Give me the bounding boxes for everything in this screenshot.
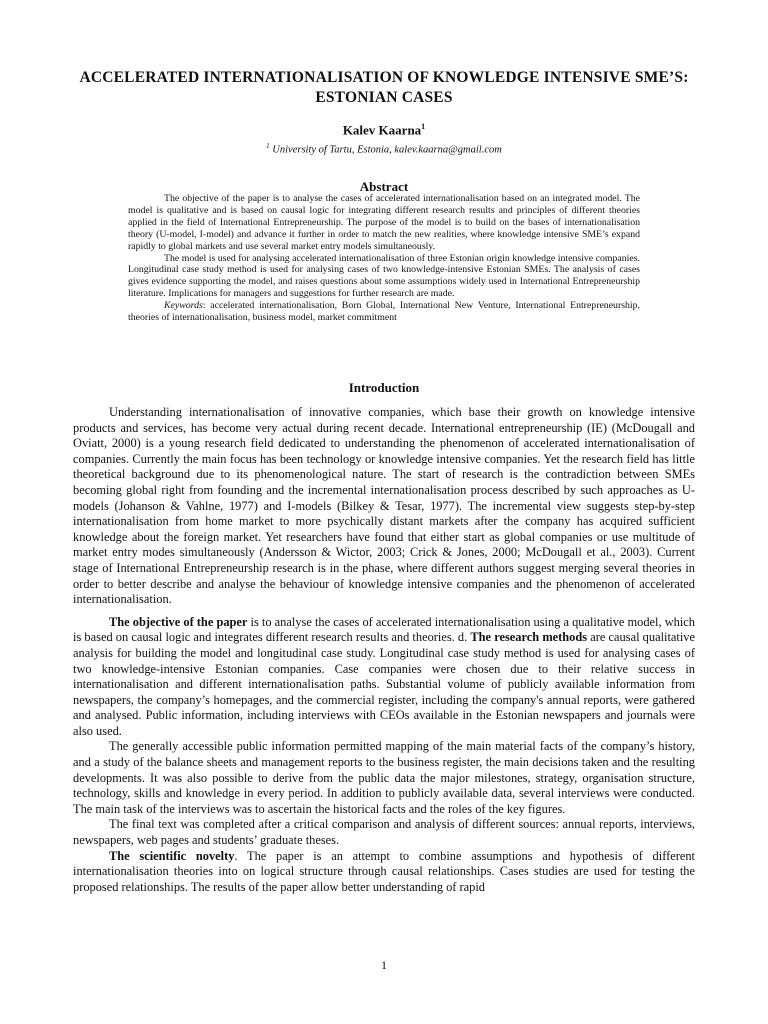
keywords-label: Keywords: [164, 300, 203, 312]
keywords-paragraph: [128, 300, 640, 324]
methods-lead: The research methods: [470, 630, 588, 645]
affiliation-superscript: 1: [266, 142, 270, 150]
author-affiliation: [60, 142, 708, 156]
public-info-paragraph: The generally accessible public information permitted mapping of the main material facts of the company’s history, and a study of the balance sheets and management reports to the business register, the main decisions taken and the resulting developments. It was also possible to derive from the public data the major milestones, strategy, organisation structure, technology, skills and knowledge in every period. In addition to publicly available data, several interviews were conducted. The main task of the interviews was to ascertain the historical facts and the roles of the key figures.: [73, 739, 695, 816]
introduction-heading: Introduction: [348, 380, 420, 395]
abstract-paragraph-2: The model is used for analysing accelerated internationalisation of three Estonian origin knowledge intensive companies. Longitudinal case study method is used for analysing cases of two knowledge-intensive Estonian SMEs. The analysis of cases gives evidence supporting the model, and raises questions about some assumptions widely used in International Entrepreneurship literature. Implications for managers and suggestions for further research are made.: [128, 252, 640, 300]
author-name-text: Kalev Kaarna: [342, 122, 422, 138]
author-superscript: 1: [421, 122, 426, 131]
abstract-heading: Abstract: [359, 179, 409, 194]
keywords-text: : accelerated internationalisation, Born Global, International New Venture, International Entrepreneurship, theories of internationalisation, business model, market commitment: [128, 300, 640, 324]
objective-paragraph: [73, 615, 695, 740]
paper-title: ACCELERATED INTERNATIONALISATION OF KNOWLEDGE INTENSIVE SME’S: ESTONIAN CASES: [79, 69, 689, 106]
final-text-paragraph: The final text was completed after a critical comparison and analysis of different sources: annual reports, interviews, newspapers, web pages and students’ graduate theses.: [73, 817, 695, 848]
abstract-paragraph-1: The objective of the paper is to analyse the cases of accelerated internationalisation based on an integrated model. The model is qualitative and is based on causal logic for integrating different research results and principles of different theories applied in the field of International Entrepreneurship. The purpose of the model is to build on the bases of internationalisation theory (U-model, I-model) and advance it further in order to match the new realities, where knowledge intensive SME’s expand rapidly to global markets and use several market entry models simultaneously.: [128, 193, 640, 252]
affiliation-text: University of Tartu, Estonia, kalev.kaarna@gmail.com: [272, 144, 502, 156]
page-number: 1: [381, 958, 387, 972]
objective-lead: The objective of the paper: [109, 614, 248, 629]
novelty-paragraph: [73, 849, 695, 896]
novelty-text: . The paper is an attempt to combine assumptions and hypothesis of different internationalisation theories into on logical structure through causal relationships. Cases studies are used for testing the proposed relationships. The results of the paper allow better understanding of rapid: [73, 848, 695, 894]
methods-text: are causal qualitative analysis for building the model and longitudinal case study. Longitudinal case study method is used for analysing cases of two knowledge-intensive Estonian companies. Case companies were chosen due to their relative success in internationalisation and different internationalisation paths. Substantial volume of publicly available information from newspapers, the company’s homepages, and the commercial register, including the company's annual reports, were gathered and analysed. Public information, including interviews with CEOs available in the Estonian newspapers and journals were also used.: [73, 630, 695, 738]
intro-paragraph-1: Understanding internationalisation of innovative companies, which base their growth on knowledge intensive products and services, has become very actual during recent decade. International entrepreneurship (IE) (McDougall and Oviatt, 2000) is a young research field dedicated to understanding the phenomenon of accelerated internationalisation of companies. Currently the main focus has been technology or knowledge intensive companies. Yet the research field has little theoretical background due to its phenomenological nature. The start of research is the contradiction between SMEs becoming global right from founding and the incremental internationalisation process described by such approaches as U-models (Johanson & Vahlne, 1977) and I-models (Bilkey & Tesar, 1977). The incremental view suggests step-by-step internationalisation from home market to more psychically distant markets after the company has acquired sufficient knowledge about the foreign market. Yet researchers have found that either start as global companies or use multitude of market entry modes simultaneously (Andersson & Wictor, 2003; Crick & Jones, 2000; McDougall et al., 2003). Current stage of International Entrepreneurship research is in the phase, where different authors suggest merging several theories in order to better describe and analyse the behaviour of knowledge intensive companies and the phenomenon of accelerated internationalisation.: [73, 405, 695, 607]
novelty-lead: The scientific novelty: [109, 848, 235, 863]
introduction-body: [73, 405, 695, 895]
author-name: [60, 122, 708, 138]
abstract-body: [128, 193, 640, 324]
objective-text: is to analyse the cases of accelerated internationalisation using a qualitative model, which is based on causal logic and integrates different research results and theories. d.: [73, 614, 695, 645]
